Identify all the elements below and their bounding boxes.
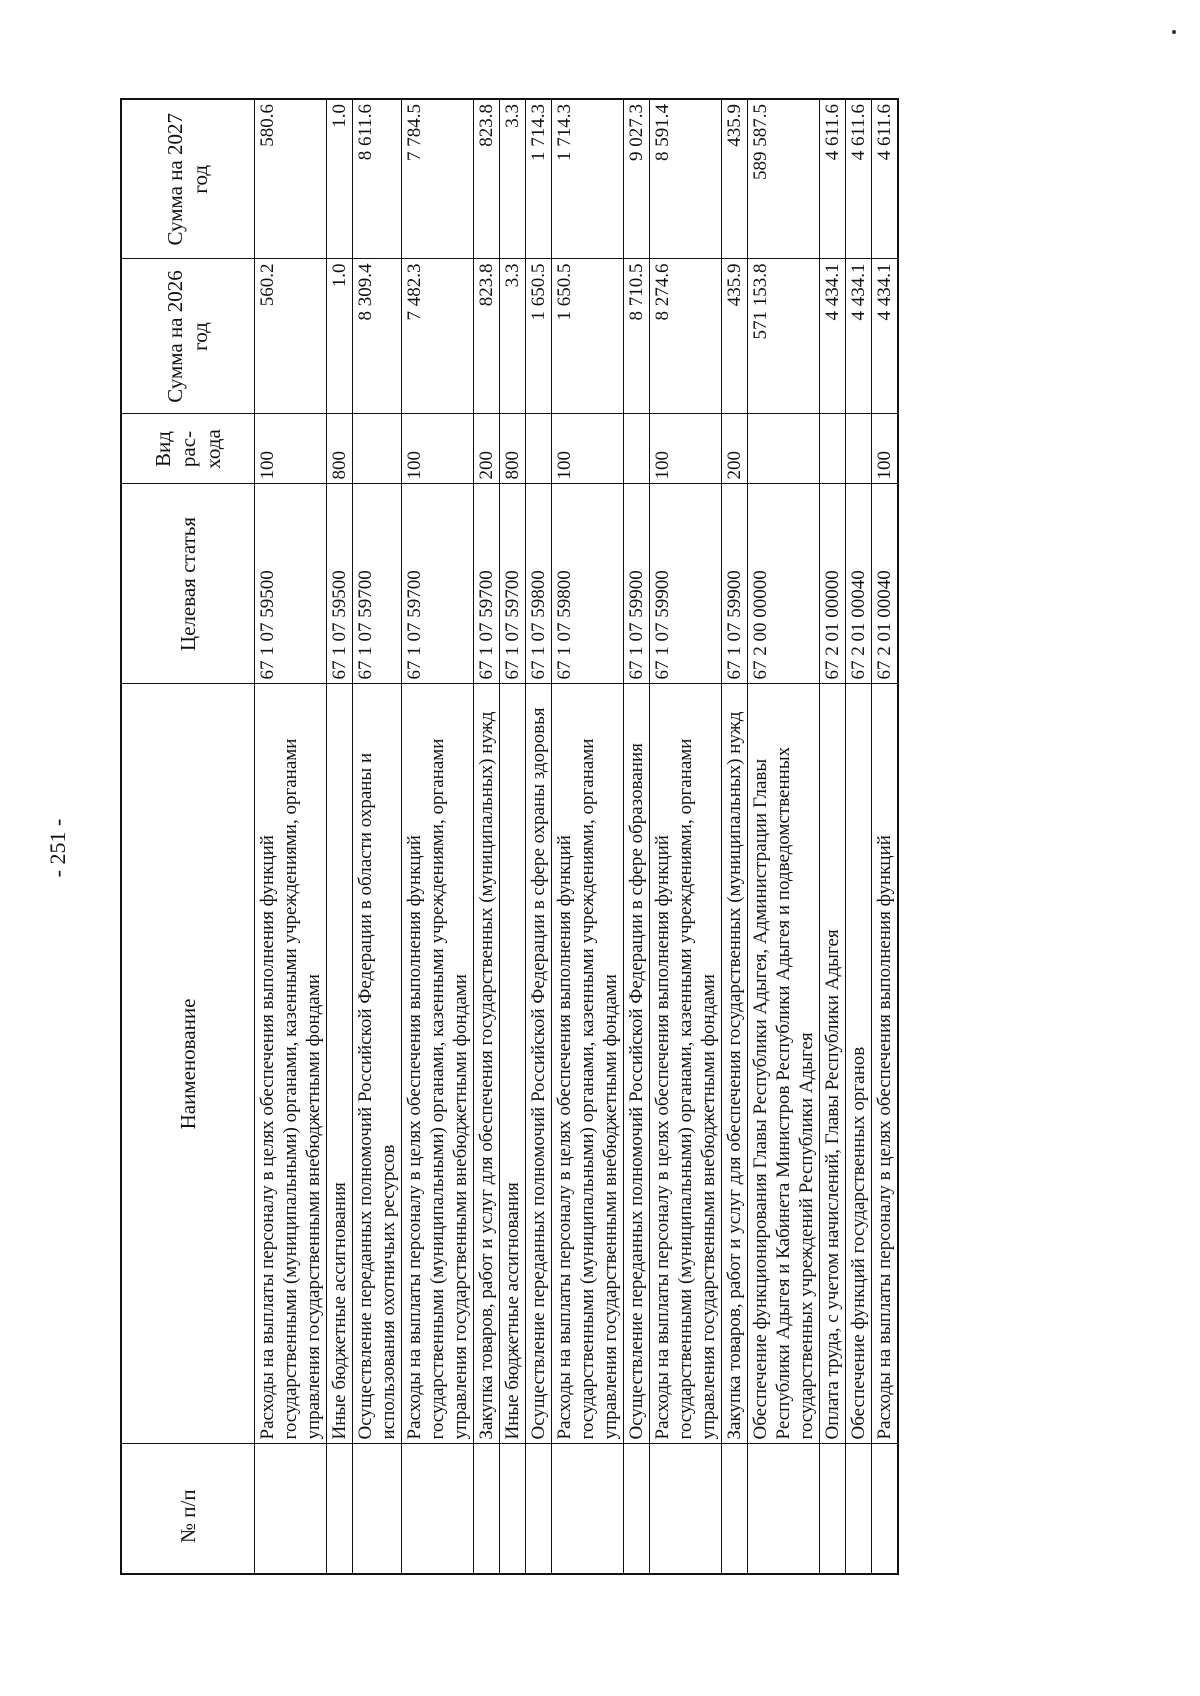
cell-target: 67 2 00 00000 <box>748 484 820 684</box>
table-row <box>402 99 474 1574</box>
cell-num <box>402 1444 474 1574</box>
cell-name: Расходы на выплаты персоналу в целях обеспечения выполнения функций государственными (муниципальными) органами, казенными учреждениями, органами управления государственными внебюджетными фондами <box>552 684 624 1444</box>
cell-target: 67 1 07 59700 <box>474 484 500 684</box>
table-row <box>526 99 552 1574</box>
cell-name: Закупка товаров, работ и услуг для обеспечения государственных (муниципальных) нужд <box>474 684 500 1444</box>
table-row <box>650 99 722 1574</box>
cell-sum-2026: 1 650.5 <box>526 259 552 414</box>
cell-name: Осуществление переданных полномочий Российской Федерации в сфере образования <box>624 684 650 1444</box>
cell-target: 67 1 07 59500 <box>327 484 353 684</box>
cell-kind: 100 <box>650 414 722 484</box>
cell-sum-2026: 1.0 <box>327 259 353 414</box>
cell-num <box>722 1444 748 1574</box>
header-target: Целевая статья <box>121 484 255 684</box>
cell-name: Обеспечение функций государственных органов <box>846 684 872 1444</box>
header-name: Наименование <box>121 684 255 1444</box>
cell-kind: 200 <box>722 414 748 484</box>
cell-kind: 200 <box>474 414 500 484</box>
cell-sum-2027: 823.8 <box>474 99 500 259</box>
cell-sum-2026: 560.2 <box>255 259 327 414</box>
cell-kind <box>526 414 552 484</box>
cell-target: 67 1 07 59800 <box>526 484 552 684</box>
cell-sum-2026: 823.8 <box>474 259 500 414</box>
cell-target: 67 2 01 00040 <box>872 484 899 684</box>
header-sum-2027: Сумма на 2027 год <box>121 99 255 259</box>
table-body <box>255 99 899 1574</box>
cell-target: 67 1 07 59700 <box>500 484 526 684</box>
cell-sum-2027: 8 611.6 <box>353 99 402 259</box>
cell-num <box>846 1444 872 1574</box>
budget-table <box>120 98 899 1575</box>
table-row <box>624 99 650 1574</box>
cell-sum-2026: 4 434.1 <box>872 259 899 414</box>
cell-sum-2026: 4 434.1 <box>820 259 846 414</box>
cell-sum-2026: 4 434.1 <box>846 259 872 414</box>
cell-name: Иные бюджетные ассигнования <box>500 684 526 1444</box>
cell-sum-2027: 3.3 <box>500 99 526 259</box>
cell-target: 67 1 07 59900 <box>650 484 722 684</box>
header-kind: Вид рас-хода <box>121 414 255 484</box>
cell-kind <box>624 414 650 484</box>
cell-num <box>500 1444 526 1574</box>
cell-target: 67 1 07 59800 <box>552 484 624 684</box>
cell-sum-2027: 1 714.3 <box>526 99 552 259</box>
cell-kind <box>353 414 402 484</box>
cell-name: Осуществление переданных полномочий Российской Федерации в области охраны и использования охотничьих ресурсов <box>353 684 402 1444</box>
cell-kind <box>846 414 872 484</box>
cell-sum-2027: 1.0 <box>327 99 353 259</box>
cell-target: 67 1 07 59500 <box>255 484 327 684</box>
table-row <box>500 99 526 1574</box>
scan-speck <box>1172 30 1176 34</box>
cell-kind: 100 <box>552 414 624 484</box>
table-row <box>327 99 353 1574</box>
cell-sum-2026: 8 710.5 <box>624 259 650 414</box>
cell-kind: 100 <box>402 414 474 484</box>
cell-name: Расходы на выплаты персоналу в целях обеспечения выполнения функций государственными (муниципальными) органами, казенными учреждениями, органами управления государственными внебюджетными фондами <box>650 684 722 1444</box>
table-row <box>255 99 327 1574</box>
table-row <box>552 99 624 1574</box>
cell-target: 67 1 07 59700 <box>353 484 402 684</box>
cell-name: Расходы на выплаты персоналу в целях обеспечения выполнения функций государственными (муниципальными) органами, казенными учреждениями, органами управления государственными внебюджетными фондами <box>255 684 327 1444</box>
table-row <box>872 99 899 1574</box>
cell-name: Иные бюджетные ассигнования <box>327 684 353 1444</box>
header-sum-2026: Сумма на 2026 год <box>121 259 255 414</box>
cell-sum-2027: 8 591.4 <box>650 99 722 259</box>
cell-name: Осуществление переданных полномочий Российской Федерации в сфере охраны здоровья <box>526 684 552 1444</box>
cell-sum-2026: 8 309.4 <box>353 259 402 414</box>
cell-kind: 800 <box>500 414 526 484</box>
table-row <box>748 99 820 1574</box>
cell-num <box>353 1444 402 1574</box>
cell-name: Расходы на выплаты персоналу в целях обеспечения выполнения функций <box>872 684 899 1444</box>
cell-num <box>748 1444 820 1574</box>
cell-sum-2027: 4 611.6 <box>846 99 872 259</box>
cell-num <box>624 1444 650 1574</box>
cell-sum-2027: 580.6 <box>255 99 327 259</box>
cell-kind: 800 <box>327 414 353 484</box>
table-row <box>722 99 748 1574</box>
cell-num <box>552 1444 624 1574</box>
cell-target: 67 2 01 00000 <box>820 484 846 684</box>
cell-kind <box>748 414 820 484</box>
cell-name: Закупка товаров, работ и услуг для обеспечения государственных (муниципальных) нужд <box>722 684 748 1444</box>
cell-kind: 100 <box>255 414 327 484</box>
cell-num <box>255 1444 327 1574</box>
cell-num <box>526 1444 552 1574</box>
cell-name: Оплата труда, с учетом начислений, Главы Республики Адыгея <box>820 684 846 1444</box>
table-row <box>474 99 500 1574</box>
cell-sum-2026: 3.3 <box>500 259 526 414</box>
cell-sum-2027: 7 784.5 <box>402 99 474 259</box>
cell-name: Обеспечение функционирования Главы Республики Адыгея, Администрации Главы Республики Адыгея и Кабинета Министров Республики Адыгея и подведомственных государственных учреждений Республики Адыгея <box>748 684 820 1444</box>
cell-sum-2026: 7 482.3 <box>402 259 474 414</box>
rotated-page-content <box>120 100 1065 1575</box>
cell-target: 67 1 07 59700 <box>402 484 474 684</box>
cell-target: 67 2 01 00040 <box>846 484 872 684</box>
cell-num <box>872 1444 899 1574</box>
cell-kind <box>820 414 846 484</box>
cell-sum-2027: 589 587.5 <box>748 99 820 259</box>
table-row <box>846 99 872 1574</box>
cell-sum-2027: 1 714.3 <box>552 99 624 259</box>
cell-target: 67 1 07 59900 <box>722 484 748 684</box>
table-row <box>353 99 402 1574</box>
cell-sum-2026: 435.9 <box>722 259 748 414</box>
page-number: - 251 - <box>45 818 70 878</box>
cell-num <box>474 1444 500 1574</box>
cell-target: 67 1 07 59900 <box>624 484 650 684</box>
header-num: № п/п <box>121 1444 255 1574</box>
cell-sum-2027: 9 027.3 <box>624 99 650 259</box>
cell-kind: 100 <box>872 414 899 484</box>
cell-sum-2026: 1 650.5 <box>552 259 624 414</box>
cell-sum-2027: 4 611.6 <box>820 99 846 259</box>
cell-num <box>327 1444 353 1574</box>
cell-sum-2027: 435.9 <box>722 99 748 259</box>
cell-num <box>820 1444 846 1574</box>
cell-sum-2027: 4 611.6 <box>872 99 899 259</box>
cell-sum-2026: 8 274.6 <box>650 259 722 414</box>
cell-name: Расходы на выплаты персоналу в целях обеспечения выполнения функций государственными (муниципальными) органами, казенными учреждениями, органами управления государственными внебюджетными фондами <box>402 684 474 1444</box>
cell-sum-2026: 571 153.8 <box>748 259 820 414</box>
table-header-row <box>121 99 255 1574</box>
cell-num <box>650 1444 722 1574</box>
table-row <box>820 99 846 1574</box>
